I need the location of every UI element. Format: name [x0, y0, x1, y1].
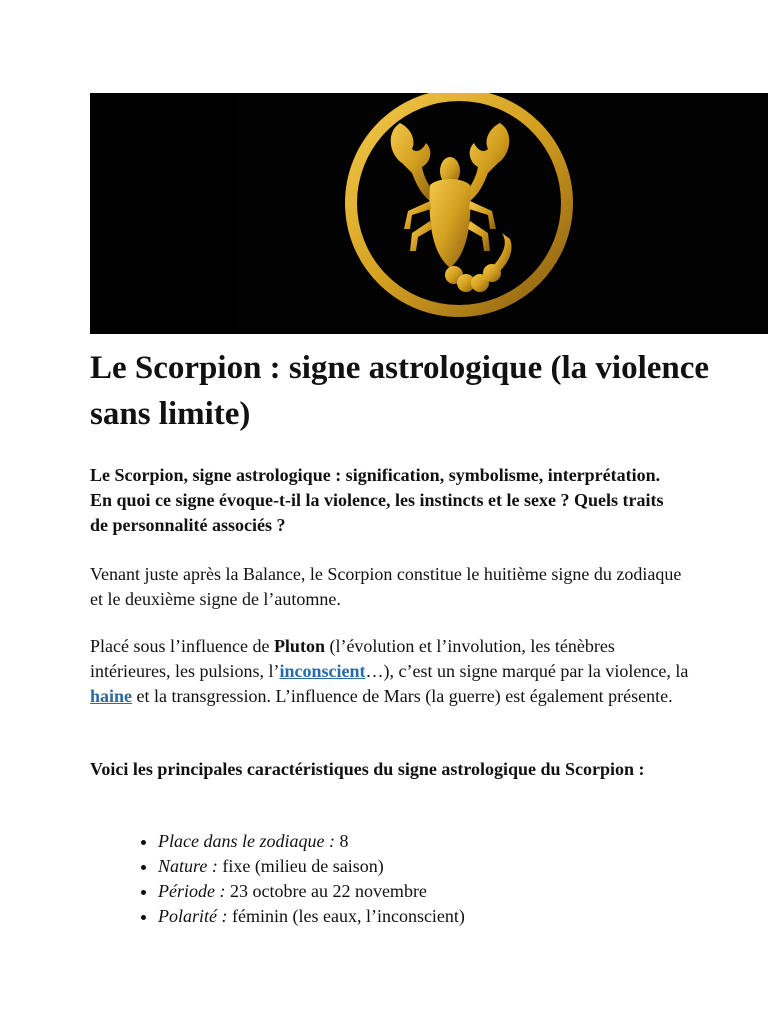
- list-item: [158, 829, 465, 854]
- haine-link[interactable]: haine: [90, 686, 133, 706]
- list-item: [158, 854, 465, 879]
- pluton-bold: Pluton: [273, 636, 325, 656]
- paragraph-2-text-4: et la transgression. L’influence de Mars (la guerre) est également présente.: [132, 686, 673, 706]
- page-title: Le Scorpion : signe astrologique (la violence sans limite): [90, 350, 710, 432]
- list-heading: Voici les principales caractéristiques du signe astrologique du Scorpion :: [90, 759, 645, 779]
- list-item-label: Période :: [158, 881, 226, 901]
- hero-image: [90, 93, 768, 334]
- list-item-label: Polarité :: [158, 906, 228, 926]
- scorpion-zodiac-emblem-icon: [90, 93, 768, 334]
- inconscient-link[interactable]: inconscient: [279, 661, 366, 681]
- list-item-value: 8: [334, 831, 349, 851]
- list-item-value: fixe (milieu de saison): [217, 856, 384, 876]
- paragraph-1: Venant juste après la Balance, le Scorpion constitue le huitième signe du zodiaque et le deuxième signe de l’automne.: [90, 564, 682, 609]
- list-item-value: 23 octobre au 22 novembre: [225, 881, 427, 901]
- list-item: [158, 904, 465, 929]
- list-item: [158, 879, 465, 904]
- list-item-label: Place dans le zodiaque :: [158, 831, 335, 851]
- paragraph-2-text-3: …), c’est un signe marqué par la violence, la: [365, 661, 689, 681]
- characteristics-list: [90, 829, 465, 929]
- list-item-value: féminin (les eaux, l’inconscient): [227, 906, 465, 926]
- paragraph-2: [90, 634, 690, 709]
- article-intro: Le Scorpion, signe astrologique : signification, symbolisme, interprétation. En quoi ce signe évoque-t-il la violence, les instincts et le sexe ? Quels traits de personnalité associés ?: [90, 465, 664, 535]
- paragraph-2-text-2: (l’évolution et l’involution, les ténèbres intérieures, les pulsions, l’: [90, 636, 615, 681]
- list-item-label: Nature :: [158, 856, 218, 876]
- paragraph-2-text-1: Placé sous l’influence de: [90, 636, 274, 656]
